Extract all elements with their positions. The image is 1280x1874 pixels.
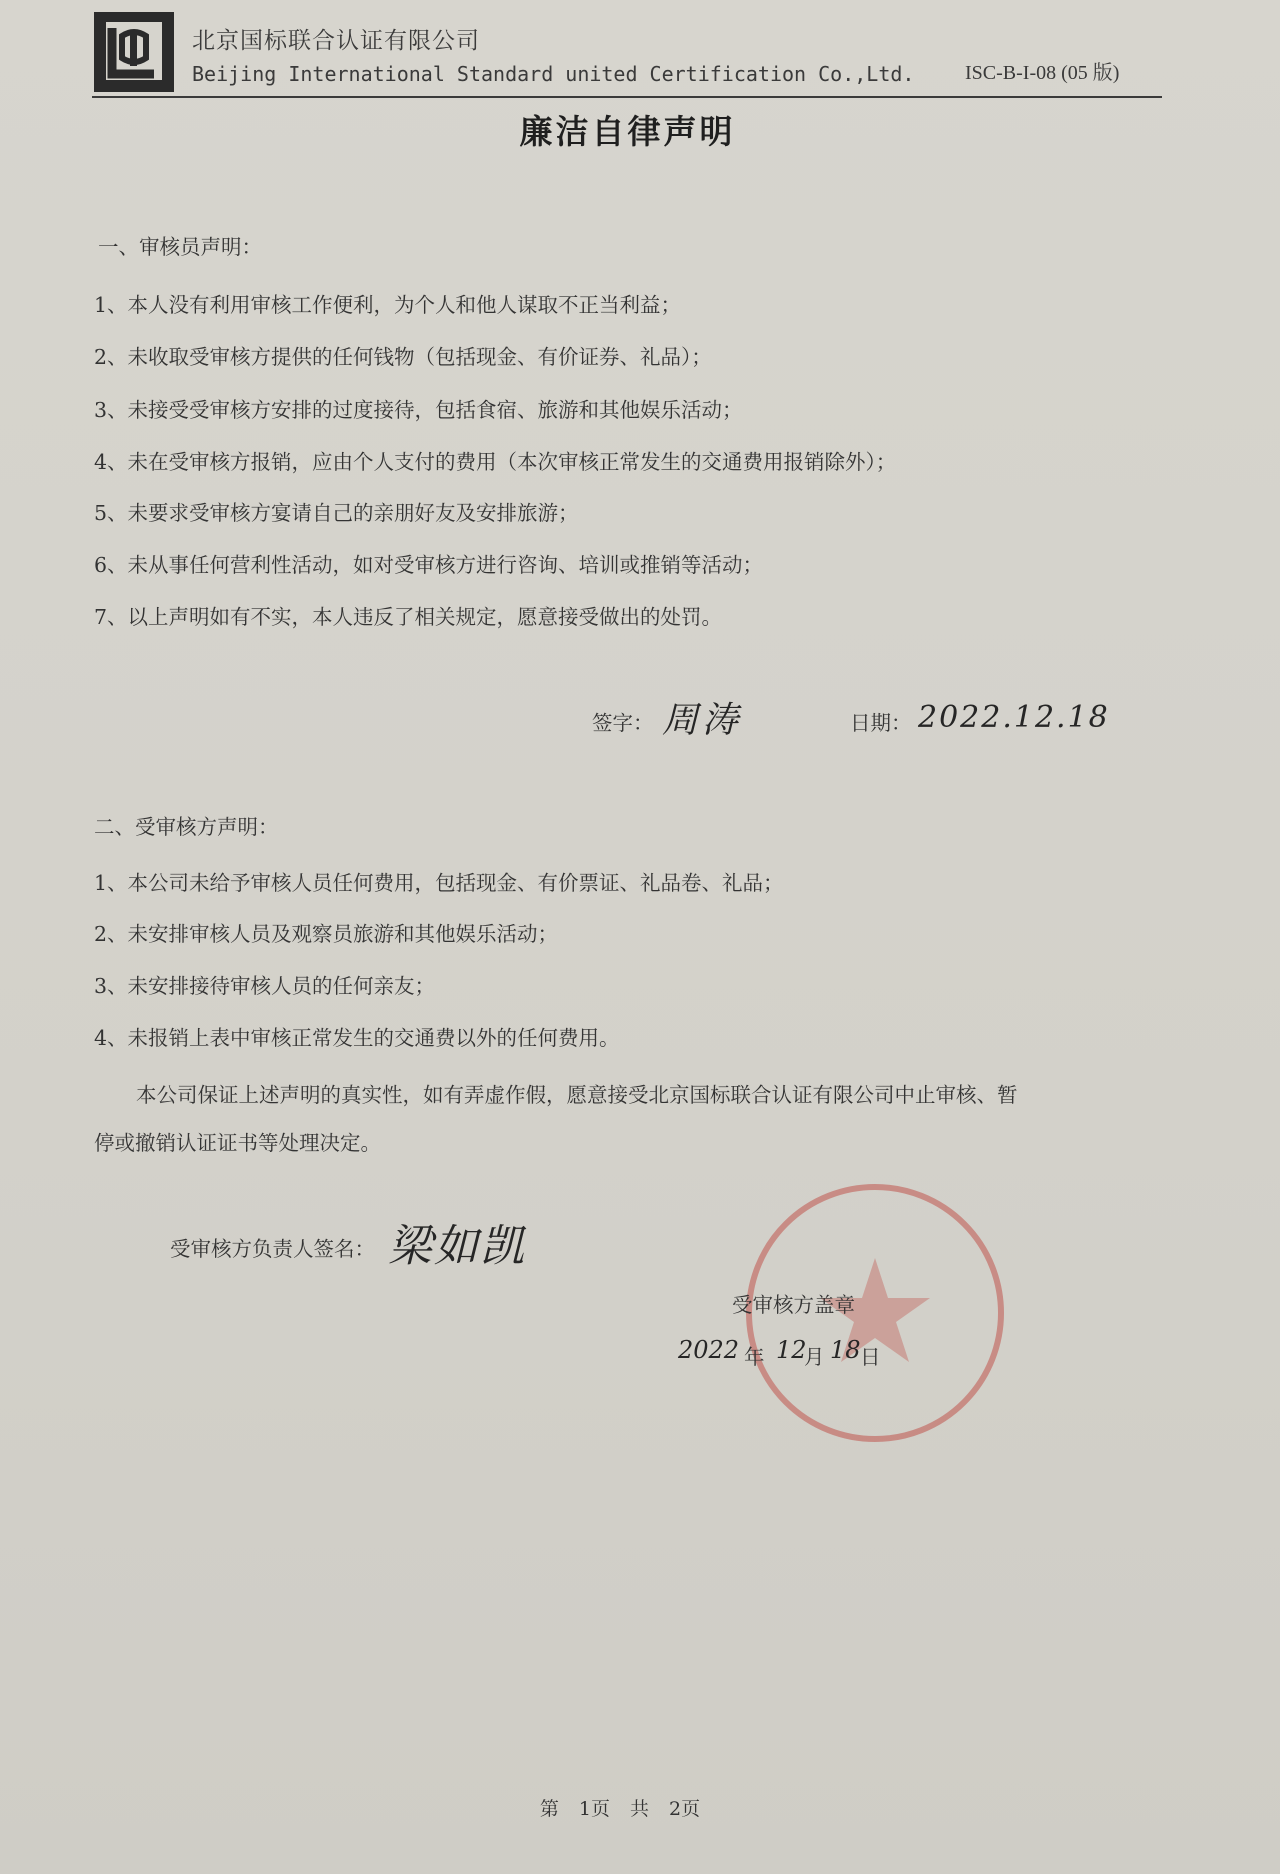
auditee-leader-signature: 梁如凯 (388, 1221, 526, 1272)
auditee-item: 2、未安排审核人员及观察员旅游和其他娱乐活动； (94, 922, 559, 946)
guarantee-text-line2: 停或撤销认证证书等处理决定。 (94, 1131, 381, 1155)
company-logo (92, 10, 176, 94)
auditor-section-heading: 一、审核员声明： (98, 235, 262, 259)
stamp-date-day: 18 (830, 1336, 861, 1364)
auditor-item: 2、未收取受审核方提供的任何钱物（包括现金、有价证券、礼品）； (94, 345, 712, 369)
stamp-date-month-char: 月 (804, 1345, 825, 1369)
auditee-section-heading: 二、受审核方声明： (94, 815, 279, 839)
auditor-date: 2022.12.18 (918, 700, 1110, 735)
company-name-en: Beijing International Standard united Certification Co.,Ltd. (192, 62, 915, 86)
page-number-footer: 第 1页 共 2页 (539, 1798, 701, 1820)
document-title: 廉洁自律声明 (519, 112, 736, 151)
form-code: ISC-B-I-08 (05 版) (965, 62, 1120, 84)
auditee-item: 1、本公司未给予审核人员任何费用，包括现金、有价票证、礼品卷、礼品； (94, 871, 784, 895)
auditor-item: 3、未接受受审核方安排的过度接待，包括食宿、旅游和其他娱乐活动； (94, 398, 743, 422)
auditee-stamp-label: 受审核方盖章 (732, 1293, 855, 1317)
guarantee-text-line1: 本公司保证上述声明的真实性，如有弄虚作假，愿意接受北京国标联合认证有限公司中止审核、暂 (136, 1083, 1018, 1107)
auditee-item: 4、未报销上表中审核正常发生的交通费以外的任何费用。 (94, 1026, 620, 1050)
auditee-item: 3、未安排接待审核人员的任何亲友； (94, 974, 436, 998)
auditor-item: 1、本人没有利用审核工作便利，为个人和他人谋取不正当利益； (94, 293, 682, 317)
auditor-date-label: 日期： (850, 711, 912, 735)
stamp-date-day-char: 日 (860, 1345, 881, 1369)
stamp-date-year: 2022 (678, 1336, 740, 1364)
stamp-date-year-char: 年 (744, 1345, 765, 1369)
company-name-cn: 北京国标联合认证有限公司 (192, 28, 480, 54)
auditor-signature: 周涛 (662, 700, 743, 741)
auditor-item: 4、未在受审核方报销，应由个人支付的费用（本次审核正常发生的交通费用报销除外）； (94, 450, 897, 474)
auditee-leader-sign-label: 受审核方负责人签名： (170, 1237, 375, 1261)
auditor-item: 6、未从事任何营利性活动，如对受审核方进行咨询、培训或推销等活动； (94, 553, 764, 577)
auditor-signature-label: 签字： (592, 711, 654, 735)
stamp-date-month: 12 (776, 1336, 807, 1364)
header-divider (92, 96, 1162, 98)
auditor-item: 7、以上声明如有不实，本人违反了相关规定，愿意接受做出的处罚。 (94, 605, 723, 629)
auditor-item: 5、未要求受审核方宴请自己的亲朋好友及安排旅游； (94, 501, 579, 525)
